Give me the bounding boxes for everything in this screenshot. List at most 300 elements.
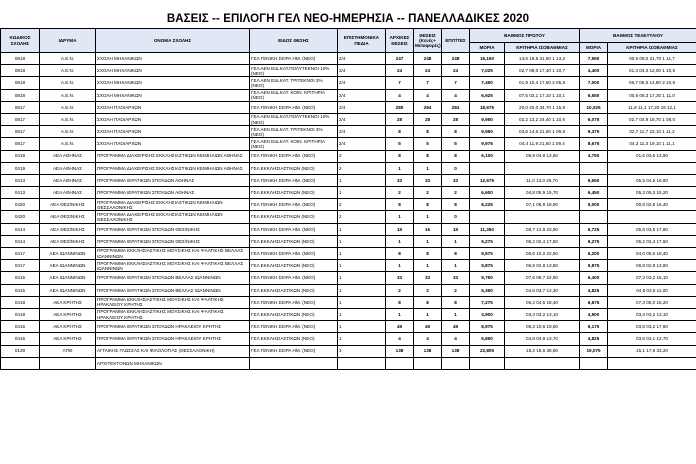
cell-school-name: ΣΧΟΛΗ ΠΛΟΙΑΡΧΩΝ	[96, 138, 250, 150]
cell-first-criteria: 01,9 10,4 17,50 2 05,8	[505, 77, 580, 89]
cell-initial-seats: 1	[386, 260, 414, 272]
cell-successful: 1	[442, 235, 470, 247]
table-row	[1, 187, 696, 199]
cell-initial-seats: 33	[386, 272, 414, 284]
header-epityx: ΕΠΙΤ/ΤΕΣ	[442, 29, 470, 53]
cell-code: 0818	[1, 77, 40, 89]
cell-seats: 16	[414, 223, 442, 235]
cell-code: 0817	[1, 126, 40, 138]
table-body	[1, 53, 696, 370]
table-row	[1, 150, 696, 162]
cell-first-points: 6,100	[470, 150, 505, 162]
cell-seats: 284	[414, 101, 442, 113]
cell-institution: Α.Ε.Ν.	[40, 138, 96, 150]
cell-first-points: 9,975	[470, 138, 505, 150]
cell-position-type: ΓΕΛ ΑΕΝ ΕΙΔ.ΚΑΤ. ΚΟΙΝ. ΚΡΙΤΗΡΙΑ (ΝΕΟ)	[250, 138, 338, 150]
cell-fields: 1	[338, 308, 386, 320]
cell-initial-seats: 1	[386, 162, 414, 174]
cell-first-criteria: 07,6 09,7 22,80	[505, 272, 580, 284]
cell-position-type: ΓΕΛ ΓΕΝΙΚΗ ΣΕΙΡΑ ΗΜ. (ΝΕΟ)	[250, 248, 338, 260]
cell-first-points: 7,275	[470, 296, 505, 308]
cell-last-points: 4,825	[580, 333, 608, 345]
cell-seats: 8	[414, 248, 442, 260]
cell-code: 0413	[1, 174, 40, 186]
cell-fields: 2/4	[338, 77, 386, 89]
cell-successful: 8	[442, 296, 470, 308]
cell-code: 0415	[1, 272, 40, 284]
cell-code: 0417	[1, 260, 40, 272]
header-teleftaiou: ΒΑΘΜΟΣ ΤΕΛΕΥΤΑΙΟΥ	[580, 29, 696, 43]
cell-last-criteria: 06,9 02,8 13,80	[608, 260, 696, 272]
cell-first-criteria: 05,3 10,6 19,60	[505, 321, 580, 333]
cell-first-criteria: 07,1 06,9 18,90	[505, 199, 580, 211]
cell-school-name: ΑΡΧΙΤΕΚΤΟΝΩΝ ΜΗΧΑΝΙΚΩΝ	[96, 357, 250, 369]
cell-school-name: ΣΧΟΛΗ ΠΛΟΙΑΡΧΩΝ	[96, 113, 250, 125]
cell-code: 0817	[1, 138, 40, 150]
cell-fields: 1	[338, 223, 386, 235]
table-row	[1, 248, 696, 260]
cell-school-name: ΠΡΟΓΡΑΜΜΑ ΔΙΑΧΕΙΡΙΣΗΣ ΕΚΚΛΗΣΙΑΣΤΙΚΩΝ ΚΕΙΜΗΛΙΩΝ ΑΘΗΝΑΣ	[96, 162, 250, 174]
cell-fields: 1	[338, 260, 386, 272]
cell-successful: 2	[442, 187, 470, 199]
cell-initial-seats: 4	[386, 333, 414, 345]
cell-last-points: 4,750	[580, 150, 608, 162]
table-row	[1, 138, 696, 150]
cell-initial-seats: 247	[386, 53, 414, 65]
header-arxikes: ΑΡΧΙΚΕΣ ΘΕΣΕΙΣ	[386, 29, 414, 53]
header-eidos: ΕΙΔΟΣ ΘΕΣΗΣ	[250, 29, 338, 53]
cell-successful: 248	[442, 53, 470, 65]
cell-position-type: ΓΕΛ ΕΚΚΛΗΣΙΑΣΤΙΚΩΝ (ΝΕΟ)	[250, 235, 338, 247]
cell-institution: ΑΕΑ ΙΩΑΝΝΙΝΩΝ	[40, 260, 96, 272]
table-row	[1, 199, 696, 211]
cell-seats: 1	[414, 162, 442, 174]
cell-position-type: ΓΕΛ ΕΚΚΛΗΣΙΑΣΤΙΚΩΝ (ΝΕΟ)	[250, 260, 338, 272]
cell-first-criteria: 05,2 02,4 17,50	[505, 235, 580, 247]
cell-fields: 1	[338, 235, 386, 247]
cell-fields: 2	[338, 211, 386, 223]
cell-successful: 0	[442, 162, 470, 174]
cell-code: 0818	[1, 89, 40, 101]
cell-initial-seats: 7	[386, 77, 414, 89]
cell-position-type: ΓΕΛ ΑΕΝ ΕΙΔ.ΚΑΤ.ΠΟΛΥΤΕΚΝΟΙ 10% (ΝΕΟ)	[250, 65, 338, 77]
cell-position-type: ΓΕΛ ΑΕΝ ΕΙΔ.ΚΑΤ. ΚΟΙΝ. ΚΡΙΤΗΡΙΑ (ΝΕΟ)	[250, 89, 338, 101]
cell-school-name: ΑΓΓΛΙΚΗΣ ΓΛΩΣΣΑΣ ΚΑΙ ΦΙΛΟΛΟΓΙΑΣ (ΘΕΣΣΑΛΟΝΙΚΗ)	[96, 345, 250, 357]
table-row	[1, 174, 696, 186]
cell-last-points: 6,650	[580, 174, 608, 186]
table-row	[1, 345, 696, 357]
cell-first-points: 9,750	[470, 272, 505, 284]
cell-first-criteria: 04,8 05,9 15,70	[505, 187, 580, 199]
cell-last-points: 10,025	[580, 101, 608, 113]
cell-initial-seats	[386, 357, 414, 369]
cell-seats: 7	[414, 77, 442, 89]
cell-institution: ΑΕΑ ΚΡΗΤΗΣ	[40, 296, 96, 308]
cell-first-criteria: 04,8 04,9 13,70	[505, 333, 580, 345]
cell-seats: 8	[414, 150, 442, 162]
cell-position-type: ΓΕΛ ΕΚΚΛΗΣΙΑΣΤΙΚΩΝ (ΝΕΟ)	[250, 308, 338, 320]
cell-last-points: 19,075	[580, 345, 608, 357]
cell-fields: 2	[338, 150, 386, 162]
cell-code	[1, 357, 40, 369]
cell-successful: 5	[442, 138, 470, 150]
cell-first-points: 7,450	[470, 77, 505, 89]
cell-last-criteria: 05,2 02,4 17,50	[608, 235, 696, 247]
cell-successful: 1	[442, 308, 470, 320]
cell-last-criteria: 02,7 11,7 23,10 1 11,2	[608, 126, 696, 138]
table-row	[1, 223, 696, 235]
cell-first-points: 9,950	[470, 126, 505, 138]
cell-institution: ΑΕΑ ΑΘΗΝΑΣ	[40, 162, 96, 174]
cell-fields: 2/4	[338, 113, 386, 125]
cell-initial-seats: 16	[386, 223, 414, 235]
cell-position-type: ΓΕΛ ΓΕΝΙΚΗ ΣΕΙΡΑ ΗΜ. (ΝΕΟ)	[250, 223, 338, 235]
cell-fields: 2	[338, 162, 386, 174]
cell-seats: 2	[414, 284, 442, 296]
cell-fields: 2/4	[338, 53, 386, 65]
cell-successful: 4	[442, 333, 470, 345]
cell-first-points: 12,675	[470, 174, 505, 186]
cell-first-points: 5,850	[470, 333, 505, 345]
cell-seats: 2	[414, 187, 442, 199]
cell-first-criteria: 04,4 11,9 21,60 1 09,4	[505, 138, 580, 150]
cell-successful: 0	[442, 211, 470, 223]
cell-code: 0420	[1, 211, 40, 223]
cell-seats: 248	[414, 53, 442, 65]
cell-code: 0818	[1, 65, 40, 77]
cell-position-type: ΓΕΛ ΑΕΝ ΕΙΔ.ΚΑΤ. ΤΡΙΤΕΚΝΟΙ 3% (ΝΕΟ)	[250, 77, 338, 89]
cell-first-points: 6,925	[470, 89, 505, 101]
cell-first-criteria: 13,6 19,5 31,50 1 13,2	[505, 53, 580, 65]
cell-fields: 2/4	[338, 65, 386, 77]
cell-institution: ΑΕΑ ΚΡΗΤΗΣ	[40, 321, 96, 333]
cell-last-points: 6,725	[580, 223, 608, 235]
cell-school-name: ΠΡΟΓΡΑΜΜΑ ΙΕΡΑΤΙΚΩΝ ΣΠΟΥΔΩΝ ΗΡΑΚΛΕΙΟΥ ΚΡΗΤΗΣ	[96, 333, 250, 345]
table-row	[1, 272, 696, 284]
cell-seats: 8	[414, 126, 442, 138]
cell-seats: 5	[414, 138, 442, 150]
cell-seats: 8	[414, 199, 442, 211]
table-row	[1, 101, 696, 113]
cell-first-criteria: 05,9 04,9 13,60	[505, 150, 580, 162]
cell-position-type: ΓΕΛ ΓΕΝΙΚΗ ΣΕΙΡΑ ΗΜ. (ΝΕΟ)	[250, 174, 338, 186]
cell-first-criteria: 18,2 18,6 38,90	[505, 345, 580, 357]
cell-successful: 1	[442, 260, 470, 272]
cell-position-type: ΓΕΛ ΕΚΚΛΗΣΙΑΣΤΙΚΩΝ (ΝΕΟ)	[250, 284, 338, 296]
cell-code: 0419	[1, 150, 40, 162]
cell-position-type: ΓΕΛ ΓΕΝΙΚΗ ΣΕΙΡΑ ΗΜ. (ΝΕΟ)	[250, 101, 338, 113]
cell-school-name: ΣΧΟΛΗ ΜΗΧΑΝΙΚΩΝ	[96, 89, 250, 101]
cell-successful: 2	[442, 284, 470, 296]
cell-last-criteria	[608, 357, 696, 369]
cell-school-name: ΠΡΟΓΡΑΜΜΑ ΙΕΡΑΤΙΚΩΝ ΣΠΟΥΔΩΝ ΑΘΗΝΑΣ	[96, 187, 250, 199]
cell-first-criteria: 11,0 13,0 26,70	[505, 174, 580, 186]
cell-initial-seats: 8	[386, 199, 414, 211]
cell-school-name: ΠΡΟΓΡΑΜΜΑ ΙΕΡΑΤΙΚΩΝ ΣΠΟΥΔΩΝ ΑΘΗΝΑΣ	[96, 174, 250, 186]
cell-seats: 28	[414, 113, 442, 125]
cell-first-points: 5,350	[470, 284, 505, 296]
table-row	[1, 284, 696, 296]
cell-fields: 2/4	[338, 89, 386, 101]
cell-school-name: ΠΡΟΓΡΑΜΜΑ ΕΚΚΛΗΣΙΑΣΤΙΚΗΣ ΜΟΥΣΙΚΗΣ ΚΑΙ ΨΑΛΤΙΚΗΣ ΗΡΑΚΛΕΙΟΥ ΚΡΗΤΗΣ	[96, 308, 250, 320]
cell-position-type: ΓΕΛ ΓΕΝΙΚΗ ΣΕΙΡΑ ΗΜ. (ΝΕΟ)	[250, 199, 338, 211]
cell-last-criteria: 11,8 11,1 17,20 19 12,1	[608, 101, 696, 113]
cell-last-criteria: 03,5 03,1 12,70	[608, 333, 696, 345]
cell-first-points: 8,225	[470, 199, 505, 211]
cell-last-criteria: 06,7 06,5 14,80 2 10,8	[608, 77, 696, 89]
cell-institution: ΑΠΘ	[40, 345, 96, 357]
table-row	[1, 308, 696, 320]
header-pedia: ΕΠΙΣΤΗΜΟΝΙΚΑ ΠΕΔΙΑ	[338, 29, 386, 53]
cell-first-criteria: 02,7 08,0 17,40 1 10,7	[505, 65, 580, 77]
cell-first-points: 22,805	[470, 345, 505, 357]
cell-initial-seats: 8	[386, 126, 414, 138]
cell-last-points: 6,550	[580, 89, 608, 101]
table-row	[1, 321, 696, 333]
cell-successful: 28	[442, 113, 470, 125]
cell-successful: 8	[442, 126, 470, 138]
cell-fields: 1	[338, 272, 386, 284]
cell-institution: Α.Ε.Ν.	[40, 77, 96, 89]
cell-fields: 1	[338, 321, 386, 333]
cell-seats: 4	[414, 333, 442, 345]
cell-successful: 49	[442, 321, 470, 333]
cell-first-criteria: 03,3 03,2 13,10	[505, 308, 580, 320]
cell-initial-seats: 2	[386, 284, 414, 296]
header-onoma: ΟΝΟΜΑ ΣΧΟΛΗΣ	[96, 29, 250, 53]
cell-last-points: 6,175	[580, 321, 608, 333]
cell-last-points: 4,900	[580, 308, 608, 320]
cell-code: 0129	[1, 345, 40, 357]
cell-initial-seats: 5	[386, 138, 414, 150]
cell-position-type: ΓΕΛ ΓΕΝΙΚΗ ΣΕΙΡΑ ΗΜ. (ΝΕΟ)	[250, 53, 338, 65]
cell-fields: 1	[338, 174, 386, 186]
cell-seats	[414, 357, 442, 369]
cell-first-criteria	[505, 357, 580, 369]
cell-seats: 1	[414, 211, 442, 223]
cell-first-points	[470, 357, 505, 369]
cell-institution: Α.Ε.Ν.	[40, 126, 96, 138]
cell-position-type: ΓΕΛ ΕΚΚΛΗΣΙΑΣΤΙΚΩΝ (ΝΕΟ)	[250, 162, 338, 174]
header-moria-first: ΜΟΡΙΑ	[470, 43, 505, 53]
cell-position-type: ΓΕΛ ΓΕΝΙΚΗ ΣΕΙΡΑ ΗΜ. (ΝΕΟ)	[250, 345, 338, 357]
table-row	[1, 77, 696, 89]
table-row	[1, 162, 696, 174]
cell-school-name: ΠΡΟΓΡΑΜΜΑ ΕΚΚΛΗΣΙΑΣΤΙΚΗΣ ΜΟΥΣΙΚΗΣ ΚΑΙ ΨΑΛΤΙΚΗΣ ΒΕΛΛΑΣ ΙΩΑΝΝΙΝΩΝ	[96, 248, 250, 260]
cell-school-name: ΠΡΟΓΡΑΜΜΑ ΙΕΡΑΤΙΚΩΝ ΣΠΟΥΔΩΝ ΘΕΣ/ΝΙΚΗΣ	[96, 235, 250, 247]
cell-first-criteria: 06,2 04,5 18,40	[505, 296, 580, 308]
cell-first-criteria: 03,6 14,6 21,60 1 09,8	[505, 126, 580, 138]
cell-school-name: ΣΧΟΛΗ ΜΗΧΑΝΙΚΩΝ	[96, 77, 250, 89]
header-theseis: ΘΕΣΕΙΣ (Κενές+ Μεταφορές)	[414, 29, 442, 53]
cell-fields: 1	[338, 187, 386, 199]
cell-last-criteria	[608, 211, 696, 223]
cell-first-points: 6,275	[470, 235, 505, 247]
cell-last-criteria: 03,3 03,2 13,10	[608, 308, 696, 320]
cell-first-points: 8,975	[470, 321, 505, 333]
page-title: ΒΑΣΕΙΣ -- ΕΠΙΛΟΓΗ ΓΕΛ ΝΕΟ-ΗΜΕΡΗΣΙΑ -- ΠΑΝΕΛΛΑΔΙΚΕΣ 2020	[166, 13, 530, 25]
cell-school-name: ΠΡΟΓΡΑΜΜΑ ΙΕΡΑΤΙΚΩΝ ΣΠΟΥΔΩΝ ΒΕΛΛΑΣ ΙΩΑΝΝΙΝΩΝ	[96, 284, 250, 296]
cell-initial-seats: 49	[386, 321, 414, 333]
cell-last-criteria: 00,6 08,3 17,30 1 11,0	[608, 89, 696, 101]
cell-initial-seats: 1	[386, 235, 414, 247]
cell-first-criteria: 08,7 12,8 23,90	[505, 223, 580, 235]
cell-last-criteria: 00,5 08,0 21,70 1 11,7	[608, 53, 696, 65]
table-row	[1, 53, 696, 65]
cell-first-points: 4,900	[470, 308, 505, 320]
cell-seats: 138	[414, 345, 442, 357]
cell-initial-seats: 1	[386, 211, 414, 223]
cell-initial-seats: 28	[386, 113, 414, 125]
cell-first-criteria: 04,6 03,7 13,30	[505, 284, 580, 296]
cell-school-name: ΣΧΟΛΗ ΜΗΧΑΝΙΚΩΝ	[96, 53, 250, 65]
cell-school-name: ΠΡΟΓΡΑΜΜΑ ΔΙΑΧΕΙΡΙΣΗΣ ΕΚΚΛΗΣΙΑΣΤΙΚΩΝ ΚΕΙΜΗΛΙΩΝ ΑΘΗΝΑΣ	[96, 150, 250, 162]
cell-successful: 8	[442, 199, 470, 211]
cell-school-name: ΠΡΟΓΡΑΜΜΑ ΙΕΡΑΤΙΚΩΝ ΣΠΟΥΔΩΝ ΘΕΣ/ΝΙΚΗΣ	[96, 223, 250, 235]
cell-code: 0416	[1, 333, 40, 345]
cell-institution: ΑΕΑ ΑΘΗΝΑΣ	[40, 187, 96, 199]
cell-code: 0420	[1, 199, 40, 211]
cell-last-points: 6,075	[580, 113, 608, 125]
cell-successful: 24	[442, 65, 470, 77]
cell-position-type: ΓΕΛ ΑΕΝ ΕΙΔ.ΚΑΤ. ΤΡΙΤΕΚΝΟΙ 3% (ΝΕΟ)	[250, 126, 338, 138]
cell-fields: 2	[338, 199, 386, 211]
cell-code: 0817	[1, 113, 40, 125]
cell-code: 0418	[1, 296, 40, 308]
cell-first-points: 18,675	[470, 101, 505, 113]
table-row	[1, 260, 696, 272]
cell-initial-seats: 8	[386, 248, 414, 260]
cell-first-points	[470, 162, 505, 174]
cell-fields: 2/4	[338, 138, 386, 150]
cell-initial-seats: 33	[386, 174, 414, 186]
cell-school-name: ΣΧΟΛΗ ΜΗΧΑΝΙΚΩΝ	[96, 65, 250, 77]
cell-last-points: 5,000	[580, 199, 608, 211]
cell-last-criteria: 05,6 03,5 17,80	[608, 223, 696, 235]
table-row	[1, 357, 696, 369]
header-moria-last: ΜΟΡΙΑ	[580, 43, 608, 53]
cell-position-type: ΓΕΛ ΑΕΝ ΕΙΔ.ΚΑΤ.ΠΟΛΥΤΕΚΝΟΙ 10% (ΝΕΟ)	[250, 113, 338, 125]
cell-code: 0414	[1, 235, 40, 247]
cell-fields: 1	[338, 248, 386, 260]
cell-last-criteria: 02,7 04,9 16,70 1 08,0	[608, 113, 696, 125]
cell-school-name: ΣΧΟΛΗ ΠΛΟΙΑΡΧΩΝ	[96, 126, 250, 138]
cell-seats: 24	[414, 65, 442, 77]
cell-position-type: ΓΕΛ ΕΚΚΛΗΣΙΑΣΤΙΚΩΝ (ΝΕΟ)	[250, 333, 338, 345]
cell-position-type: ΓΕΛ ΓΕΝΙΚΗ ΣΕΙΡΑ ΗΜ. (ΝΕΟ)	[250, 296, 338, 308]
cell-fields: 1	[338, 333, 386, 345]
table-row	[1, 126, 696, 138]
cell-last-points: 9,375	[580, 126, 608, 138]
cell-fields	[338, 357, 386, 369]
cell-institution: ΑΕΑ ΑΘΗΝΑΣ	[40, 174, 96, 186]
cell-school-name: ΠΡΟΓΡΑΜΜΑ ΔΙΑΧΕΙΡΙΣΗΣ ΕΚΚΛΗΣΙΑΣΤΙΚΩΝ ΚΕΙΜΗΛΙΩΝ ΘΕΣΣΑΛΟΝΙΚΗΣ	[96, 211, 250, 223]
table-header	[1, 29, 696, 53]
cell-first-points: 5,875	[470, 260, 505, 272]
cell-first-points: 7,025	[470, 65, 505, 77]
cell-position-type: ΓΕΛ ΕΚΚΛΗΣΙΑΣΤΙΚΩΝ (ΝΕΟ)	[250, 187, 338, 199]
cell-seats: 1	[414, 260, 442, 272]
cell-institution: ΑΕΑ ΘΕΣ/ΝΙΚΗΣ	[40, 223, 96, 235]
cell-last-points: 7,000	[580, 77, 608, 89]
header-kodikos: ΚΩΔΙΚΟΣ ΣΧΟΛΗΣ	[1, 29, 40, 53]
cell-successful	[442, 357, 470, 369]
cell-institution: ΑΕΑ ΑΘΗΝΑΣ	[40, 150, 96, 162]
cell-institution: Α.Ε.Ν.	[40, 65, 96, 77]
cell-last-criteria: 05,3 05,3 15,20	[608, 187, 696, 199]
cell-seats: 33	[414, 174, 442, 186]
cell-last-points: 4,400	[580, 65, 608, 77]
cell-last-criteria: 07,3 05,0 15,20	[608, 296, 696, 308]
cell-seats: 4	[414, 89, 442, 101]
cell-first-points	[470, 211, 505, 223]
cell-school-name: ΠΡΟΓΡΑΜΜΑ ΕΚΚΛΗΣΙΑΣΤΙΚΗΣ ΜΟΥΣΙΚΗΣ ΚΑΙ ΨΑΛΤΙΚΗΣ ΒΕΛΛΑΣ ΙΩΑΝΝΙΝΩΝ	[96, 260, 250, 272]
cell-code: 0417	[1, 248, 40, 260]
cell-institution: ΑΕΑ ΘΕΣ/ΝΙΚΗΣ	[40, 199, 96, 211]
cell-seats: 8	[414, 296, 442, 308]
cell-successful: 33	[442, 174, 470, 186]
cell-last-criteria: 03,8 03,2 17,60	[608, 321, 696, 333]
cell-initial-seats: 1	[386, 308, 414, 320]
table-row	[1, 235, 696, 247]
table-row	[1, 211, 696, 223]
cell-first-points: 16,150	[470, 53, 505, 65]
cell-fields: 1	[338, 296, 386, 308]
cell-last-points: 8,675	[580, 138, 608, 150]
cell-institution	[40, 357, 96, 369]
cell-position-type	[250, 357, 338, 369]
cell-initial-seats: 8	[386, 150, 414, 162]
cell-first-points: 9,950	[470, 113, 505, 125]
cell-institution: ΑΕΑ ΚΡΗΤΗΣ	[40, 308, 96, 320]
cell-last-points: 6,450	[580, 187, 608, 199]
cell-code: 0414	[1, 223, 40, 235]
cell-initial-seats: 138	[386, 345, 414, 357]
cell-seats: 1	[414, 308, 442, 320]
cell-last-points	[580, 357, 608, 369]
cell-institution: Α.Ε.Ν.	[40, 53, 96, 65]
cell-code: 0416	[1, 321, 40, 333]
cell-first-points: 9,575	[470, 248, 505, 260]
header-protou: ΒΑΘΜΟΣ ΠΡΩΤΟΥ	[470, 29, 580, 43]
header-kritiria-first: ΚΡΙΤΗΡΙΑ ΙΣΟΒΑΘΜΙΑΣ	[505, 43, 580, 53]
cell-institution: ΑΕΑ ΙΩΑΝΝΙΝΩΝ	[40, 284, 96, 296]
cell-last-criteria: 01,3 04,3 12,00 1 10,5	[608, 65, 696, 77]
cell-successful: 7	[442, 77, 470, 89]
table-row	[1, 89, 696, 101]
table-row	[1, 65, 696, 77]
cell-last-criteria: 01,5 03,6 13,90	[608, 150, 696, 162]
cell-code: 0419	[1, 162, 40, 174]
header-kritiria-last: ΚΡΙΤΗΡΙΑ ΙΣΟΒΑΘΜΙΑΣ	[608, 43, 696, 53]
cell-position-type: ΓΕΛ ΕΚΚΛΗΣΙΑΣΤΙΚΩΝ (ΝΕΟ)	[250, 211, 338, 223]
cell-school-name: ΠΡΟΓΡΑΜΜΑ ΔΙΑΧΕΙΡΙΣΗΣ ΕΚΚΛΗΣΙΑΣΤΙΚΩΝ ΚΕΙΜΗΛΙΩΝ ΘΕΣΣΑΛΟΝΙΚΗΣ	[96, 199, 250, 211]
table-row	[1, 333, 696, 345]
cell-last-criteria: 04,3 11,3 19,10 1 11,1	[608, 138, 696, 150]
cell-first-criteria	[505, 211, 580, 223]
cell-institution: ΑΕΑ ΚΡΗΤΗΣ	[40, 333, 96, 345]
cell-code: 0413	[1, 187, 40, 199]
cell-initial-seats: 280	[386, 101, 414, 113]
cell-position-type: ΓΕΛ ΓΕΝΙΚΗ ΣΕΙΡΑ ΗΜ. (ΝΕΟ)	[250, 150, 338, 162]
cell-last-criteria: 00,8 02,8 16,40	[608, 199, 696, 211]
cell-last-points: 5,875	[580, 260, 608, 272]
cell-last-points: 6,275	[580, 235, 608, 247]
cell-last-points: 7,550	[580, 53, 608, 65]
cell-last-criteria: 15,1 17,6 33,20	[608, 345, 696, 357]
cell-successful: 4	[442, 89, 470, 101]
cell-last-points	[580, 211, 608, 223]
